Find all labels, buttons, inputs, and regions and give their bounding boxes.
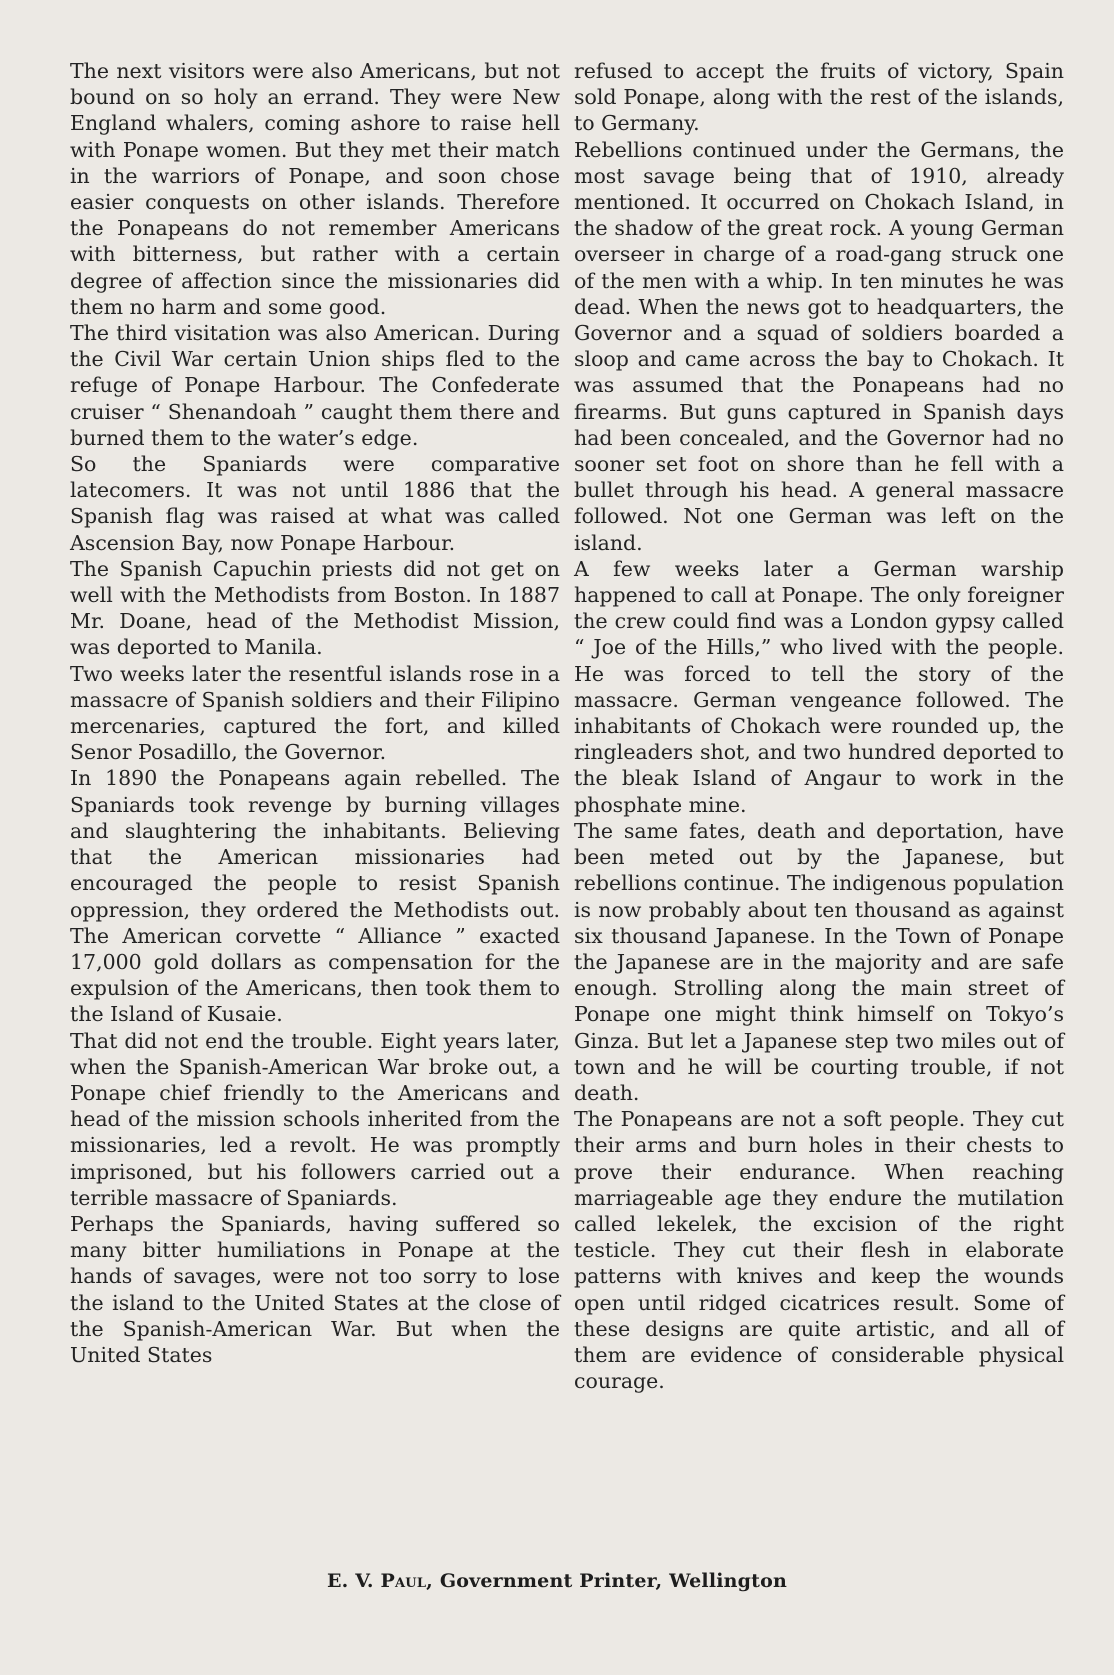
paragraph: The third visitation was also American. During the Civil War certain Union ships fled to the refuge of Ponape Harbour. The Confederate cruiser “ Shenandoah ” caught them there and burned them to the water’s edge. [70,321,560,450]
paragraph: A few weeks later a German warship happened to call at Ponape. The only foreigner the crew could find was a London gypsy called “ Joe of the Hills,” who lived with the people. He was forced to tell the story of the massacre. German vengeance followed. The inhabitants of Chokach were rounded up, the ringleaders shot, and two hundred deported to the bleak Island of Angaur to work in the phosphate mine. [574,556,1064,817]
paragraph: That did not end the trouble. Eight years later, when the Spanish-American War broke out, a Ponape chief friendly to the Americans and head of the mission schools inherited from the missionaries, led a revolt. He was promptly imprisoned, but his followers carried out a terrible massacre of Spaniards. [70,1028,560,1210]
paragraph: The Spanish Capuchin priests did not get on well with the Methodists from Boston. In 1887 Mr. Doane, head of the Methodist Mission, was deported to Manila. [70,556,560,660]
paragraph: refused to accept the fruits of victory, Spain sold Ponape, along with the rest of the islands, to Germany. [574,59,1064,136]
left-column [70,58,560,1368]
paragraph: Rebellions continued under the Germans, the most savage being that of 1910, already mentioned. It occurred on Chokach Island, in the shadow of the great rock. A young German overseer in charge of a road-gang struck one of the men with a whip. In ten minutes he was dead. When the news got to headquarters, the Governor and a squad of soldiers boarded a sloop and came across the bay to Chokach. It was assumed that the Ponapeans had no firearms. But guns captured in Spanish days had been concealed, and the Governor had no sooner set foot on shore than he fell with a bullet through his head. A general massacre followed. Not one German was left on the island. [574,137,1064,555]
printer-footer [0,1570,1114,1592]
printer-name: E. V. Paul, [326,1570,433,1592]
paragraph: The same fates, death and deportation, have been meted out by the Japanese, but rebellions continue. The indigenous population is now probably about ten thousand as against six thousand Japanese. In the Town of Ponape the Japanese are in the majority and are safe enough. Strolling along the main street of Ponape one might think himself on Tokyo’s Ginza. But let a Japanese step two miles out of town and he will be courting trouble, if not death. [574,818,1064,1105]
paragraph: Perhaps the Spaniards, having suffered so many bitter humiliations in Ponape at the hands of savages, were not too sorry to lose the island to the United States at the close of the Spanish-American War. But when the United States [70,1211,560,1367]
paragraph: Two weeks later the resentful islands rose in a massacre of Spanish soldiers and their Filipino mercenaries, captured the fort, and killed Senor Posadillo, the Governor. [70,661,560,765]
paragraph: In 1890 the Ponapeans again rebelled. The Spaniards took revenge by burning villages and slaughtering the inhabitants. Believing that the American missionaries had encouraged the people to resist Spanish oppression, they ordered the Methodists out. The American corvette “ Alliance ” exacted 17,000 gold dollars as compensation for the expulsion of the Americans, then took them to the Island of Kusaie. [70,766,560,1027]
printer-title: Government Printer, Wellington [439,1570,788,1592]
paragraph: The Ponapeans are not a soft people. They cut their arms and burn holes in their chests to prove their endurance. When reaching marriageable age they endure the mutilation called lekelek, the excision of the right testicle. They cut their flesh in elaborate patterns with knives and keep the wounds open until ridged cicatrices result. Some of these designs are quite artistic, and all of them are evidence of considerable physical courage. [574,1107,1064,1394]
paragraph: So the Spaniards were comparative latecomers. It was not until 1886 that the Spanish flag was raised at what was called Ascension Bay, now Ponape Harbour. [70,452,560,555]
right-column [574,58,1064,1394]
paragraph: The next visitors were also Americans, but not bound on so holy an errand. They were New England whalers, coming ashore to raise hell with Ponape women. But they met their match in the warriors of Ponape, and soon chose easier conquests on other islands. Therefore the Ponapeans do not remember Americans with bitterness, but rather with a certain degree of affection since the missionaries did them no harm and some good. [70,59,560,319]
